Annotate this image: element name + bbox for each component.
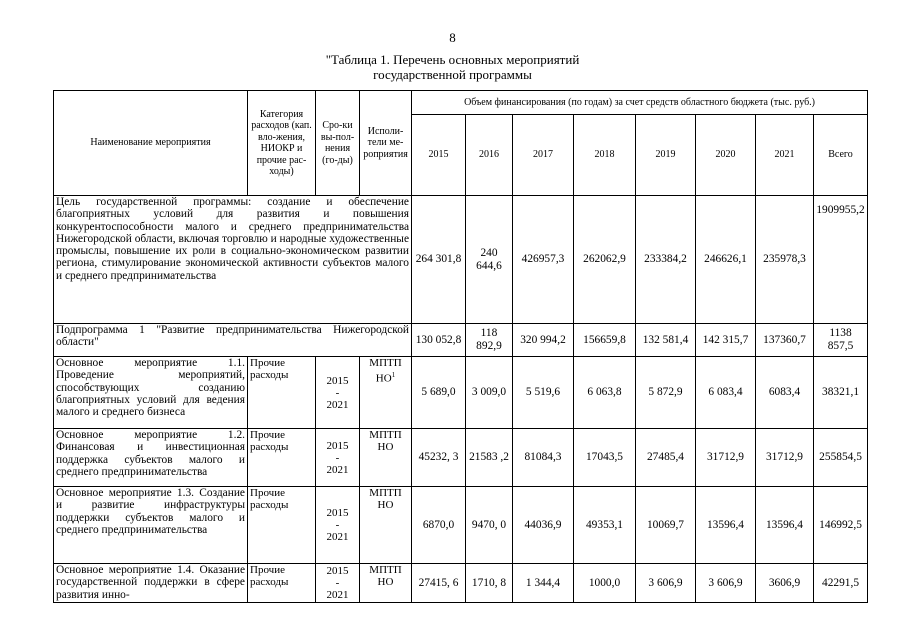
activity-terms (316, 564, 360, 603)
goal-value-2019: 233384,2 (636, 196, 696, 324)
activity-value-2017: 44036,9 (513, 487, 574, 564)
goal-value-total: 1909955,2 (814, 196, 868, 324)
activity-category: Прочие расходы (248, 564, 316, 603)
activity-value-total: 146992,5 (814, 487, 868, 564)
goal-text: Цель государственной программы: создание и обеспечение благоприятных условий для развития и повышения конкурентоспособности малого и среднего предпринимательства Нижегородской области, включая торговлю и народные художественные промыслы, повышение их роли в социально-экономическом развитии региона, стимулирование экономической активности субъектов малого и среднего предпринимательства (54, 196, 412, 324)
activity-executor: МПТП НО (360, 487, 412, 564)
table-row (54, 564, 868, 603)
header-terms: Сро-ки вы-пол-нения (го-ды) (316, 91, 360, 196)
header-executors: Исполи-тели ме-роприятия (360, 91, 412, 196)
term-from: 2015 (326, 565, 349, 577)
subprogram-value-2017: 320 994,2 (513, 324, 574, 357)
goal-value-2016: 240 644,6 (466, 196, 513, 324)
header-category: Категория расходов (кап. вло-жения, НИОКР и прочие рас-ходы) (248, 91, 316, 196)
goal-row (54, 196, 868, 324)
term-to: 2021 (326, 463, 349, 476)
activity-value-2015: 27415, 6 (412, 564, 466, 603)
executor-text: МПТП НО (369, 357, 402, 385)
subprogram-value-total: 1138 857,5 (814, 324, 868, 357)
subprogram-value-2016: 118 892,9 (466, 324, 513, 357)
activity-value-2018: 17043,5 (574, 429, 636, 487)
activity-value-2015: 45232, 3 (412, 429, 466, 487)
goal-value-2017: 426957,3 (513, 196, 574, 324)
term-separator: - (335, 519, 340, 531)
activity-value-2020: 31712,9 (696, 429, 756, 487)
term-separator: - (335, 577, 340, 589)
activity-value-2019: 5 872,9 (636, 357, 696, 429)
activity-value-2016: 3 009,0 (466, 357, 513, 429)
activity-name: Основное мероприятие 1.3. Создание и развитие инфраструктуры поддержки субъектов малого и среднего предпринимательства (54, 487, 248, 564)
activity-value-2017: 81084,3 (513, 429, 574, 487)
activity-value-total: 38321,1 (814, 357, 868, 429)
page-number: 8 (449, 30, 456, 45)
executor-footnote-mark: 1 (391, 371, 396, 379)
activity-value-2015: 6870,0 (412, 487, 466, 564)
activity-category: Прочие расходы (248, 487, 316, 564)
activity-value-2021: 31712,9 (756, 429, 814, 487)
activity-terms (316, 487, 360, 564)
activity-value-2021: 13596,4 (756, 487, 814, 564)
activity-value-2020: 13596,4 (696, 487, 756, 564)
header-funding: Объем финансирования (по годам) за счет средств областного бюджета (тыс. руб.) (412, 91, 868, 115)
activity-value-total: 255854,5 (814, 429, 868, 487)
header-year-2015: 2015 (412, 115, 466, 196)
table-row (54, 429, 868, 487)
term-to: 2021 (326, 589, 349, 601)
subprogram-value-2021: 137360,7 (756, 324, 814, 357)
header-row-1 (54, 91, 868, 115)
subprogram-row (54, 324, 868, 357)
table-row (54, 487, 868, 564)
activity-value-2019: 10069,7 (636, 487, 696, 564)
term-from: 2015 (326, 374, 349, 387)
activity-value-2017: 5 519,6 (513, 357, 574, 429)
activity-value-2021: 3606,9 (756, 564, 814, 603)
header-total: Всего (814, 115, 868, 196)
header-year-2018: 2018 (574, 115, 636, 196)
subprogram-text: Подпрограмма 1 "Развитие предпринимательства Нижегородской области" (54, 324, 412, 357)
activity-terms (316, 429, 360, 487)
activity-value-2020: 6 083,4 (696, 357, 756, 429)
activity-executor: МПТП НО (360, 564, 412, 603)
activity-value-2018: 49353,1 (574, 487, 636, 564)
activity-value-2016: 9470, 0 (466, 487, 513, 564)
activity-value-2015: 5 689,0 (412, 357, 466, 429)
header-year-2016: 2016 (466, 115, 513, 196)
activity-value-total: 42291,5 (814, 564, 868, 603)
header-name: Наименование мероприятия (54, 91, 248, 196)
activity-value-2019: 27485,4 (636, 429, 696, 487)
activity-value-2019: 3 606,9 (636, 564, 696, 603)
header-year-2017: 2017 (513, 115, 574, 196)
activity-value-2017: 1 344,4 (513, 564, 574, 603)
activity-executor: МПТП НО (360, 429, 412, 487)
goal-value-2018: 262062,9 (574, 196, 636, 324)
header-year-2021: 2021 (756, 115, 814, 196)
activity-value-2016: 1710, 8 (466, 564, 513, 603)
term-separator: - (335, 451, 340, 464)
activity-value-2020: 3 606,9 (696, 564, 756, 603)
goal-value-2015: 264 301,8 (412, 196, 466, 324)
activity-value-2018: 6 063,8 (574, 357, 636, 429)
activity-category: Прочие расходы (248, 429, 316, 487)
activity-value-2016: 21583 ,2 (466, 429, 513, 487)
table-title (0, 52, 905, 82)
goal-value-2020: 246626,1 (696, 196, 756, 324)
activity-terms (316, 357, 360, 429)
activity-executor (360, 357, 412, 429)
term-to: 2021 (326, 398, 349, 411)
subprogram-value-2020: 142 315,7 (696, 324, 756, 357)
activity-category: Прочие расходы (248, 357, 316, 429)
header-year-2019: 2019 (636, 115, 696, 196)
title-line-1: "Таблица 1. Перечень основных мероприятий (325, 52, 580, 67)
subprogram-value-2018: 156659,8 (574, 324, 636, 357)
activity-name: Основное мероприятие 1.2. Финансовая и инвестиционная поддержка субъектов малого и среднего предпринимательства (54, 429, 248, 487)
header-year-2020: 2020 (696, 115, 756, 196)
term-from: 2015 (326, 507, 349, 519)
term-from: 2015 (326, 439, 349, 452)
subprogram-value-2015: 130 052,8 (412, 324, 466, 357)
title-line-2: государственной программы (373, 67, 532, 82)
table-row (54, 357, 868, 429)
activity-name: Основное мероприятие 1.4. Оказание государственной поддержки в сфере развития инно- (54, 564, 248, 603)
goal-value-2021: 235978,3 (756, 196, 814, 324)
term-to: 2021 (326, 531, 349, 543)
term-separator: - (335, 386, 340, 399)
activity-value-2021: 6083,4 (756, 357, 814, 429)
subprogram-value-2019: 132 581,4 (636, 324, 696, 357)
activity-name: Основное мероприятие 1.1. Проведение мероприятий, способствующих созданию благоприятных условий для ведения малого и среднего бизнеса (54, 357, 248, 429)
activity-value-2018: 1000,0 (574, 564, 636, 603)
activities-table (53, 90, 868, 603)
